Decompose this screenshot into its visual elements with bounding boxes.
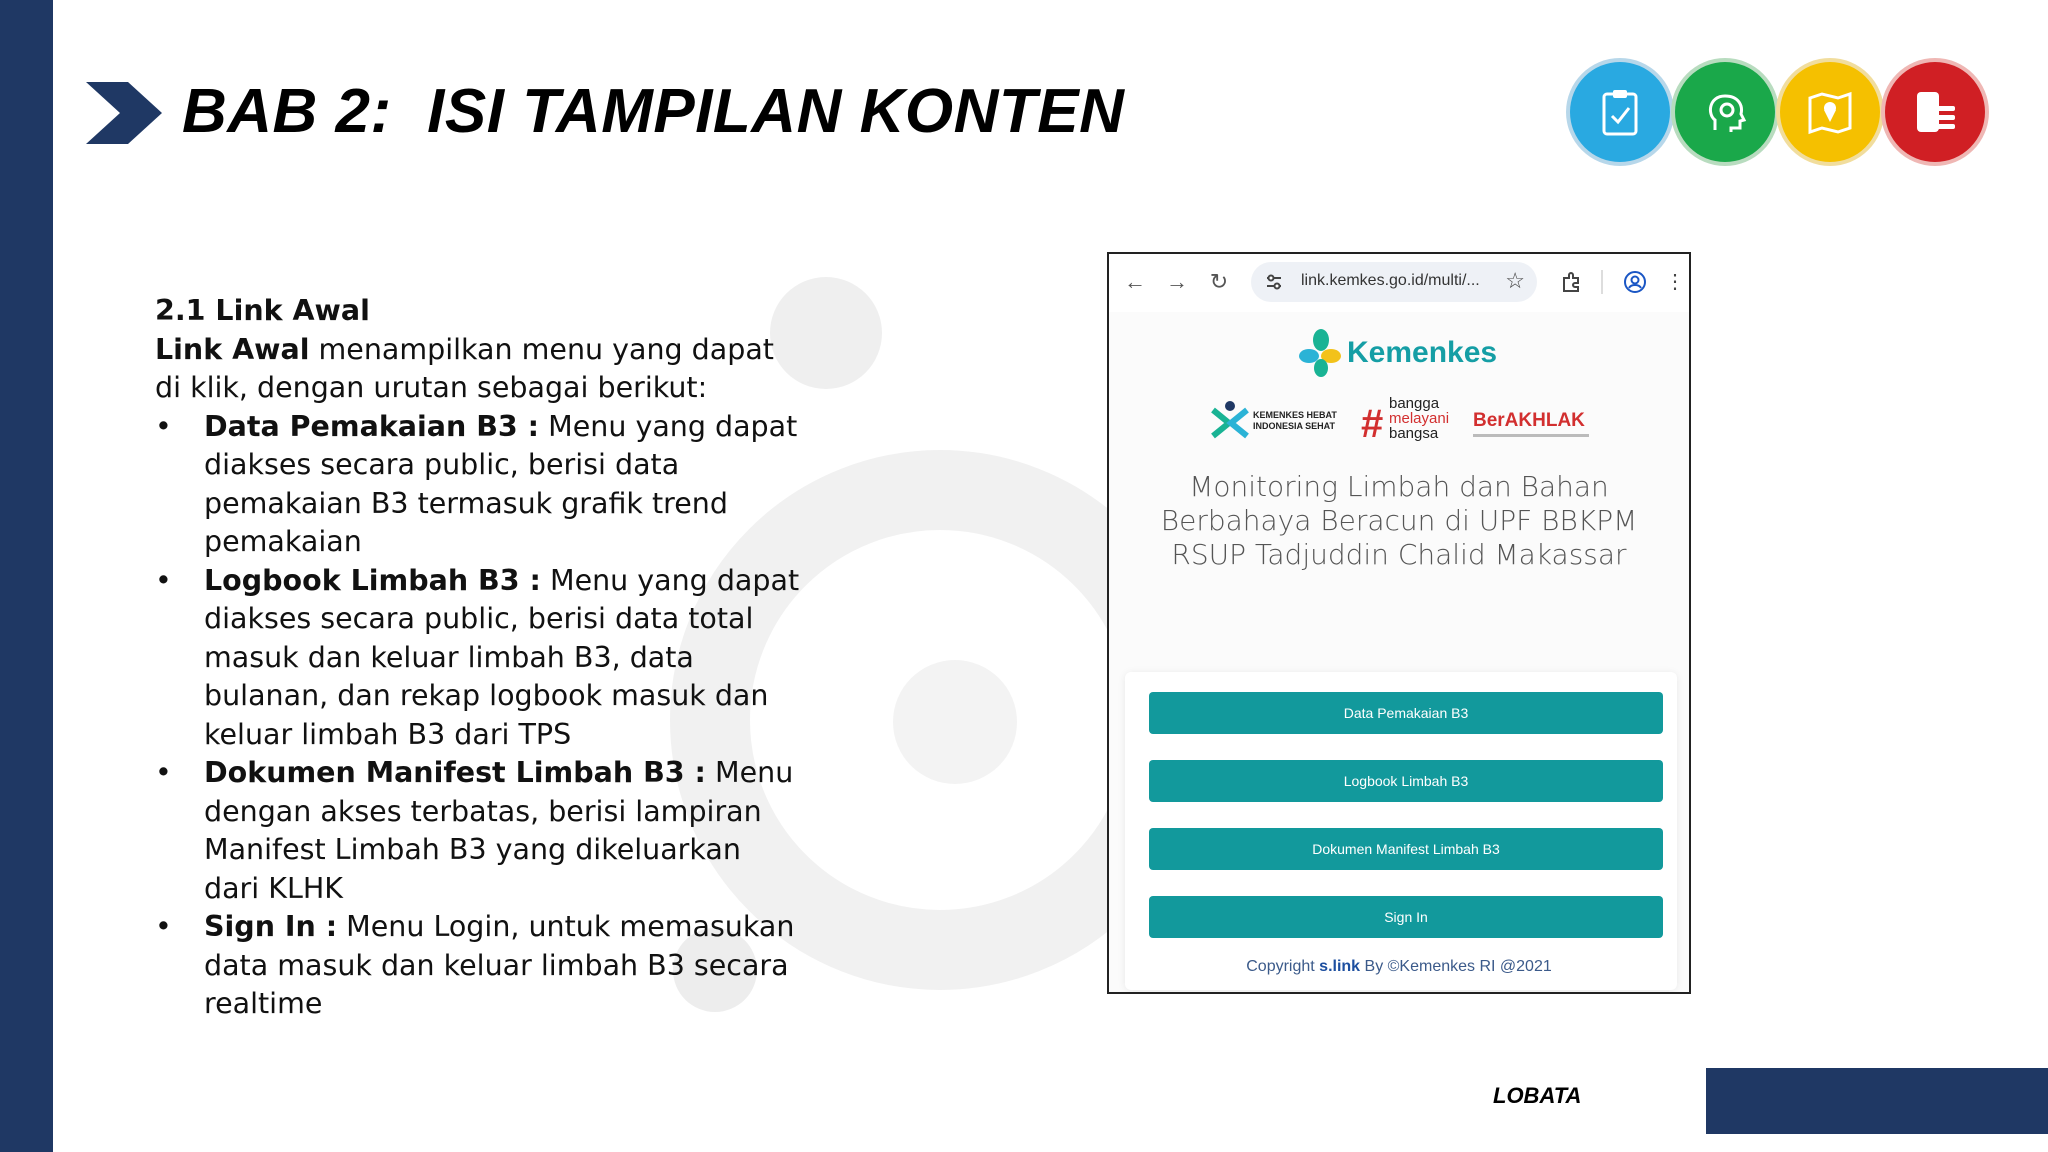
menu-description-list: [155, 408, 805, 1024]
list-item-text: Menu yang dapat diakses secara public, berisi data total masuk dan keluar limbah B3, data bulanan, dan rekap logbook masuk dan keluar limbah B3 dari TPS: [204, 563, 800, 751]
list-item: [155, 562, 805, 755]
logo-text-melayani: melayani: [1389, 410, 1450, 427]
content-text: [155, 292, 805, 1024]
logo-text-hebat: KEMENKES HEBAT: [1253, 410, 1337, 420]
data-pemakaian-button[interactable]: Data Pemakaian B3: [1149, 692, 1663, 734]
web-page: [1109, 312, 1689, 994]
address-bar[interactable]: [1251, 262, 1537, 302]
intro-paragraph: [155, 331, 805, 408]
browser-toolbar: [1109, 254, 1689, 313]
forward-arrow-icon[interactable]: →: [1166, 269, 1188, 294]
more-menu-icon[interactable]: ⋮: [1665, 271, 1685, 293]
site-settings-icon[interactable]: [1265, 273, 1283, 291]
list-item-title: Data Pemakaian B3 :: [204, 409, 540, 443]
footer-link[interactable]: s.link: [1319, 958, 1361, 975]
clipboard-check-icon: [1570, 62, 1670, 162]
section-heading: 2.1 Link Awal: [155, 294, 370, 327]
menu-card: [1125, 672, 1677, 990]
bookmark-star-icon[interactable]: ☆: [1505, 268, 1525, 293]
reload-icon[interactable]: ↻: [1209, 269, 1229, 294]
logo-text-bangga: bangga: [1389, 395, 1440, 412]
list-item-text: Menu yang dapat diakses secara public, berisi data pemakaian B3 termasuk grafik trend pemakaian: [204, 409, 798, 558]
list-item: [155, 754, 805, 908]
kemenkes-brand: [1299, 328, 1498, 378]
list-item-title: Sign In :: [204, 910, 338, 943]
kemenkes-hebat-label: [1253, 410, 1337, 432]
logo-text-indonesia-sehat: INDONESIA SEHAT: [1253, 421, 1336, 431]
list-item-text: Menu dengan akses terbatas, berisi lampiran Manifest Limbah B3 yang dikeluarkan dari KLHK: [204, 756, 794, 905]
footer-suffix: By ©Kemenkes RI @2021: [1360, 958, 1552, 975]
footer-label: LOBATA: [1493, 1083, 1582, 1108]
extensions-icon[interactable]: [1559, 270, 1583, 294]
list-item-title: Dokumen Manifest Limbah B3 :: [204, 756, 706, 789]
list-item-text: Menu Login, untuk memasukan data masuk dan keluar limbah B3 secara realtime: [204, 910, 795, 1020]
kemenkes-logo-icon: [1299, 328, 1343, 378]
chevron-right-icon: [86, 82, 162, 144]
corner-accent-bar: [1706, 1068, 2048, 1134]
berakhlak-logo: BerAKHLAK: [1473, 410, 1585, 431]
left-accent-bar: [0, 0, 53, 1152]
list-item-title: Logbook Limbah B3 :: [204, 563, 541, 597]
header-icon-group: [1570, 62, 1990, 162]
page-heading: Monitoring Limbah dan Bahan Berbahaya Beracun di UPF BBKPM RSUP Tadjuddin Chalid Makassar: [1160, 470, 1638, 571]
head-gears-icon: [1675, 62, 1775, 162]
berakhlak-tagline-line: [1473, 434, 1589, 437]
bangga-melayani-logo: [1389, 396, 1449, 441]
logbook-limbah-button[interactable]: Logbook Limbah B3: [1149, 760, 1663, 802]
toolbar-divider: [1601, 270, 1603, 294]
profile-icon[interactable]: [1623, 270, 1647, 294]
partner-logos: [1209, 396, 1609, 452]
list-item: [155, 908, 805, 1024]
hashtag-icon: #: [1361, 402, 1384, 446]
url-text: link.kemkes.go.id/multi/...: [1301, 272, 1480, 289]
kemenkes-hebat-logo-icon: [1209, 400, 1251, 446]
back-arrow-icon[interactable]: ←: [1124, 269, 1146, 294]
map-pin-icon: [1780, 62, 1880, 162]
intro-bold: Link Awal: [155, 332, 310, 366]
dokumen-manifest-button[interactable]: Dokumen Manifest Limbah B3: [1149, 828, 1663, 870]
sign-in-button[interactable]: Sign In: [1149, 896, 1663, 938]
intro-text: menampilkan menu yang dapat di klik, dengan urutan sebagai berikut:: [155, 332, 774, 404]
footer-prefix: Copyright: [1246, 958, 1320, 975]
browser-screenshot: [1107, 252, 1691, 994]
page-footer: [1109, 958, 1689, 976]
brand-name: Kemenkes: [1347, 336, 1498, 369]
phone-list-icon: [1885, 62, 1985, 162]
slide-title: BAB 2: ISI TAMPILAN KONTEN: [182, 77, 1125, 146]
list-item: [155, 408, 805, 562]
logo-text-bangsa: bangsa: [1389, 425, 1439, 442]
